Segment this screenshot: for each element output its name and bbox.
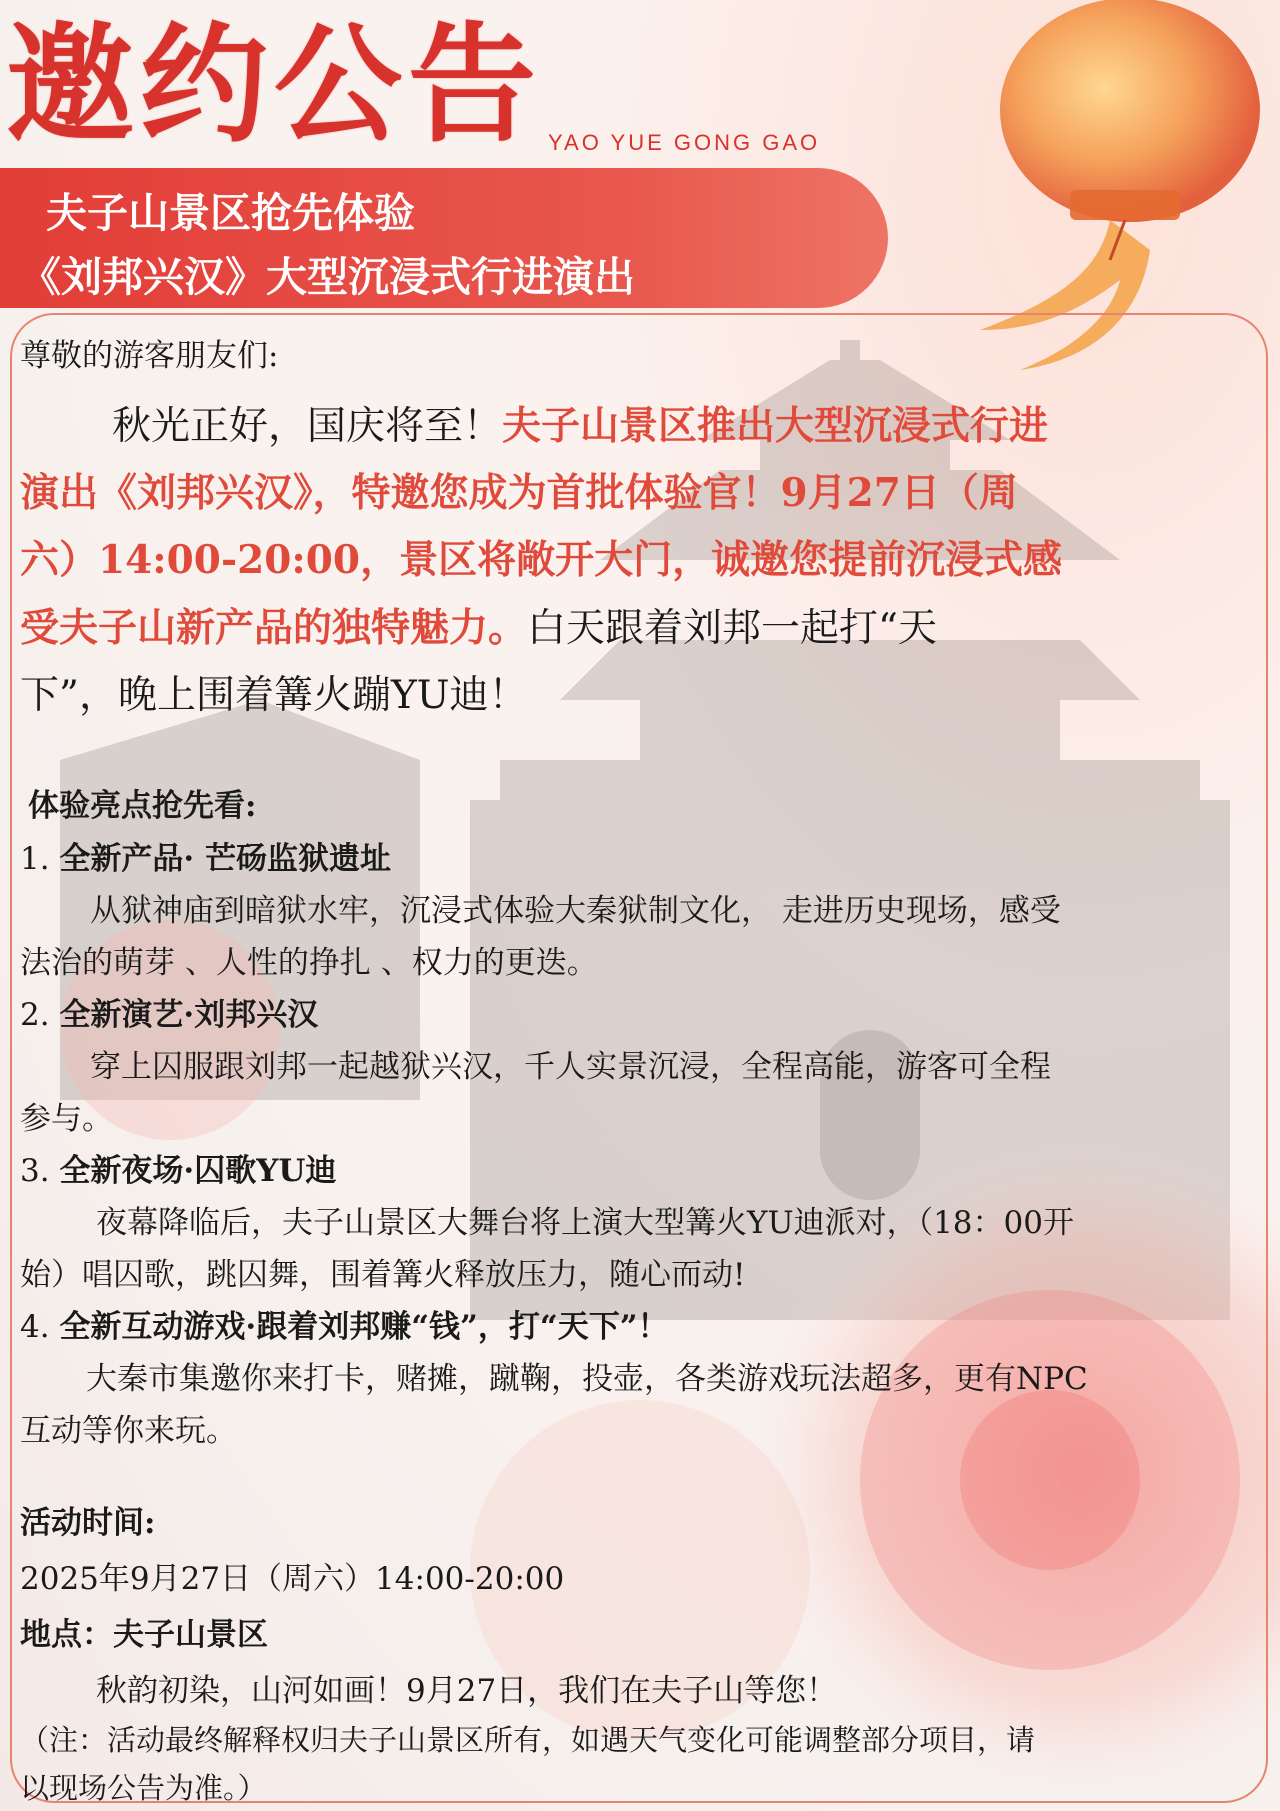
item-desc: 参与。 bbox=[20, 1101, 113, 1137]
banner-line-2: 《刘邦兴汉》大型沉浸式行进演出 bbox=[20, 253, 635, 301]
event-note: 以现场公告为准。） bbox=[20, 1771, 267, 1805]
event-note: （注：活动最终解释权归夫子山景区所有，如遇天气变化可能调整部分项目，请 bbox=[20, 1723, 1036, 1757]
greeting: 尊敬的游客朋友们: bbox=[20, 338, 279, 374]
intro-highlight: 受夫子山新产品的独特魅力。 bbox=[20, 605, 528, 651]
item-desc: 大秦市集邀你来打卡，赌摊，蹴鞠，投壶，各类游戏玩法超多，更有NPC bbox=[86, 1361, 1088, 1397]
event-place: 地点：夫子山景区 bbox=[20, 1617, 268, 1653]
intro-highlight: 夫子山景区推出大型沉浸式行进 bbox=[502, 403, 1049, 449]
event-closing: 秋韵初染，山河如画！9月27日，我们在夫子山等您！ bbox=[96, 1673, 838, 1709]
intro-line-4 bbox=[20, 597, 937, 653]
event-time-value: 2025年9月27日（周六）14:00-20:00 bbox=[20, 1561, 565, 1597]
banner-line-1: 夫子山景区抢先体验 bbox=[46, 189, 415, 237]
item-title: 全新产品· 芒砀监狱遗址 bbox=[59, 841, 392, 877]
item-title: 全新夜场·囚歌YU迪 bbox=[59, 1153, 337, 1189]
item-number: 1. bbox=[20, 841, 50, 877]
page-subtitle: YAO YUE GONG GAO bbox=[548, 130, 821, 155]
item-title: 全新演艺·刘邦兴汉 bbox=[59, 997, 319, 1033]
list-item bbox=[20, 1145, 336, 1190]
intro-text: 白天跟着刘邦一起打“天 bbox=[527, 606, 937, 651]
intro-line-2: 演出《刘邦兴汉》，特邀您成为首批体验官！9月27日（周 bbox=[20, 470, 1018, 516]
page-title: 邀约公告 bbox=[6, 10, 543, 160]
intro-line-1 bbox=[112, 395, 1048, 451]
item-desc: 互动等你来玩。 bbox=[20, 1413, 237, 1449]
event-time-label: 活动时间: bbox=[20, 1505, 156, 1541]
highlights-heading: 体验亮点抢先看: bbox=[28, 788, 257, 824]
list-item bbox=[20, 833, 391, 878]
list-item bbox=[20, 1301, 669, 1346]
item-number: 3. bbox=[20, 1153, 50, 1189]
list-item bbox=[20, 989, 318, 1034]
item-desc: 始）唱囚歌，跳囚舞，围着篝火释放压力，随心而动! bbox=[20, 1257, 746, 1293]
intro-line-5: 下”，晚上围着篝火蹦YU迪！ bbox=[20, 673, 528, 718]
intro-text: 秋光正好，国庆将至！ bbox=[112, 404, 503, 449]
item-title: 全新互动游戏·跟着刘邦赚“钱”，打“天下”！ bbox=[59, 1309, 669, 1345]
intro-line-3: 六）14:00-20:00，景区将敞开大门，诚邀您提前沉浸式感 bbox=[20, 537, 1063, 583]
item-desc: 法治的萌芽 、人性的挣扎 、权力的更迭。 bbox=[20, 945, 598, 981]
item-desc: 从狱神庙到暗狱水牢，沉浸式体验大秦狱制文化， 走进历史现场，感受 bbox=[90, 893, 1061, 929]
item-number: 4. bbox=[20, 1309, 50, 1345]
item-desc: 夜幕降临后，夫子山景区大舞台将上演大型篝火YU迪派对，（18：00开 bbox=[96, 1205, 1074, 1241]
item-desc: 穿上囚服跟刘邦一起越狱兴汉，千人实景沉浸，全程高能，游客可全程 bbox=[90, 1049, 1051, 1085]
item-number: 2. bbox=[20, 997, 50, 1033]
